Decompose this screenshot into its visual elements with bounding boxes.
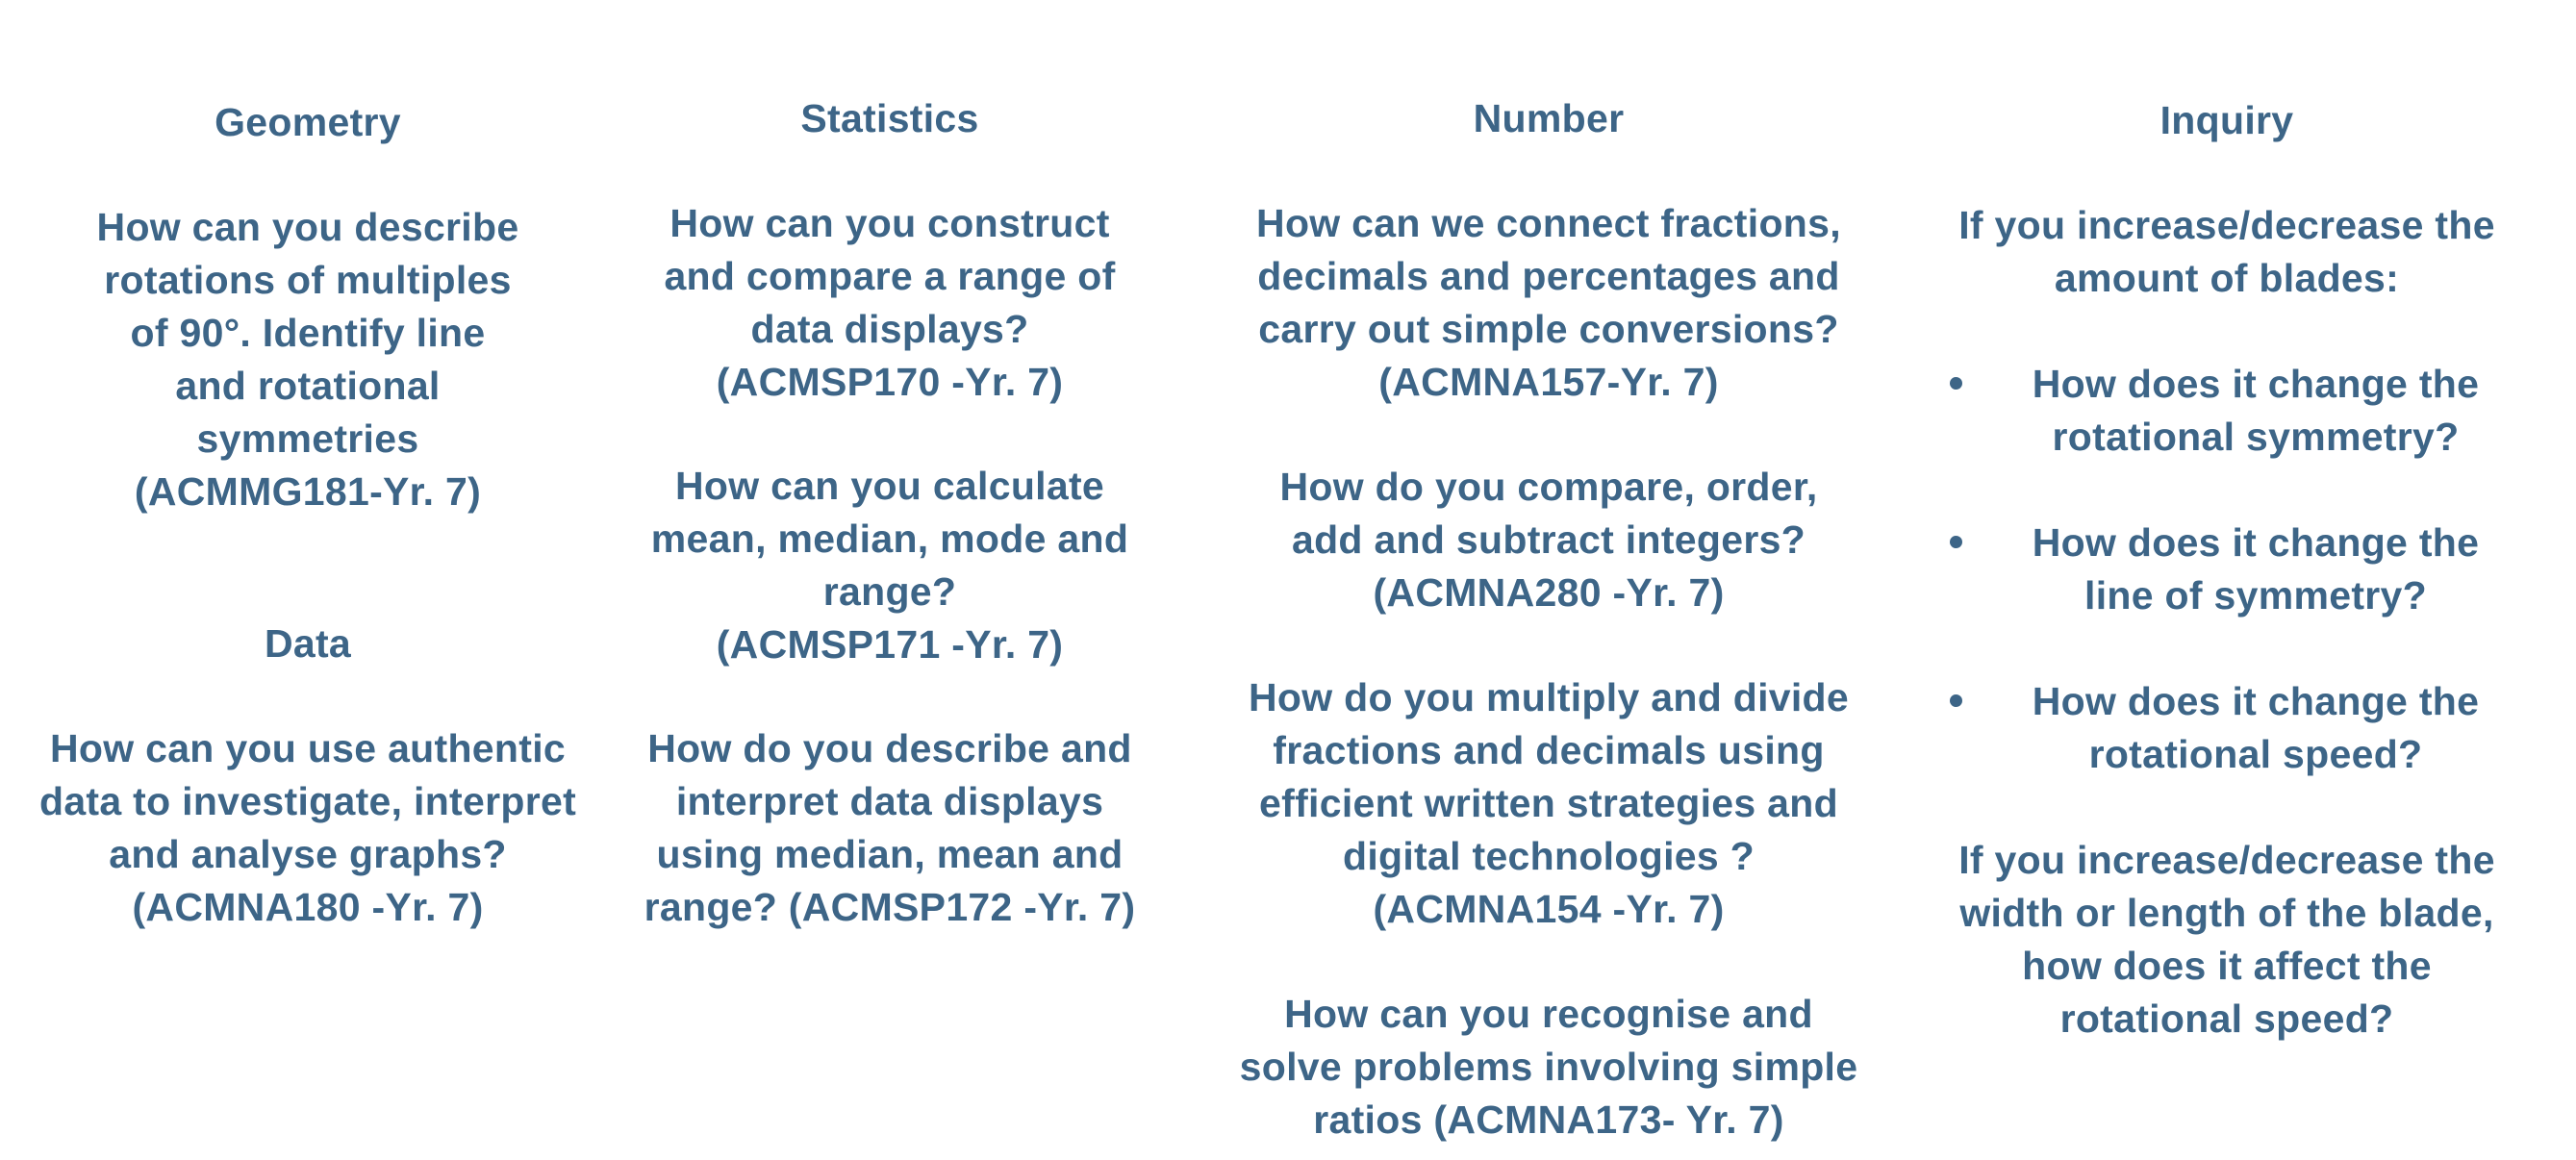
inquiry-closing (1919, 834, 2535, 1046)
number-question-3 (1222, 671, 1876, 936)
geometry-heading: Geometry (215, 100, 401, 144)
inquiry-line: If you increase/decrease the (1958, 203, 2495, 247)
inquiry-bullet-list (1919, 358, 2535, 781)
inquiry-line: If you increase/decrease the (1958, 838, 2495, 882)
geometry-line: of 90°. Identify line (130, 311, 486, 355)
number-line: (ACMNA157-Yr. 7) (1378, 360, 1719, 404)
statistics-line: (ACMSP170 -Yr. 7) (716, 360, 1064, 404)
data-column (19, 618, 596, 934)
statistics-heading: Statistics (800, 96, 979, 140)
geometry-line: (ACMMG181-Yr. 7) (134, 469, 482, 514)
statistics-question-3 (601, 722, 1178, 934)
number-line: efficient written strategies and (1259, 781, 1838, 825)
data-line: (ACMNA180 -Yr. 7) (132, 885, 484, 929)
number-line: How do you multiply and divide (1248, 675, 1850, 719)
data-line: How can you use authentic (49, 726, 567, 770)
inquiry-line: rotational speed? (2088, 732, 2423, 776)
statistics-line: (ACMSP171 -Yr. 7) (716, 622, 1064, 667)
number-line: fractions and decimals using (1273, 728, 1825, 772)
inquiry-line: How does it change the (2032, 520, 2480, 565)
statistics-line: range? (ACMSP172 -Yr. 7) (644, 885, 1136, 929)
statistics-question-2 (601, 460, 1178, 671)
inquiry-line: amount of blades: (2054, 256, 2400, 300)
statistics-line: How can you calculate (674, 464, 1105, 508)
number-question-1 (1222, 197, 1876, 409)
inquiry-heading: Inquiry (2159, 98, 2294, 142)
bullet-dot-icon (1950, 377, 1962, 390)
geometry-line: rotations of multiples (104, 258, 512, 302)
inquiry-line: rotational symmetry? (2052, 415, 2460, 459)
inquiry-line: width or length of the blade, (1959, 891, 2494, 935)
number-heading: Number (1473, 96, 1625, 140)
statistics-line: How do you describe and (647, 726, 1132, 770)
data-line: and analyse graphs? (109, 832, 507, 876)
inquiry-line: line of symmetry? (2084, 573, 2427, 618)
number-line: solve problems involving simple (1239, 1045, 1858, 1089)
number-line: How can we connect fractions, (1256, 201, 1841, 245)
inquiry-intro (1919, 199, 2535, 305)
geometry-column (19, 96, 596, 518)
geometry-line: symmetries (196, 416, 419, 461)
inquiry-line: How does it change the (2032, 679, 2480, 723)
statistics-line: interpret data displays (675, 779, 1104, 823)
inquiry-bullet-item (1977, 358, 2535, 464)
statistics-line: using median, mean and (656, 832, 1124, 876)
number-line: (ACMNA154 -Yr. 7) (1373, 887, 1725, 931)
number-line: How do you compare, order, (1279, 465, 1818, 509)
inquiry-line: how does it affect the (2022, 944, 2432, 988)
statistics-question-1 (601, 197, 1178, 409)
data-question (19, 722, 596, 934)
inquiry-line: How does it change the (2032, 362, 2480, 406)
statistics-line: data displays? (750, 307, 1029, 351)
number-column (1222, 92, 1876, 1147)
number-line: add and subtract integers? (1291, 517, 1806, 562)
inquiry-bullet-item (1977, 517, 2535, 622)
number-line: digital technologies ? (1342, 834, 1755, 878)
geometry-line: How can you describe (96, 205, 519, 249)
number-line: decimals and percentages and (1257, 254, 1840, 298)
number-line: carry out simple conversions? (1258, 307, 1839, 351)
number-line: (ACMNA280 -Yr. 7) (1373, 570, 1725, 615)
statistics-line: and compare a range of (664, 254, 1116, 298)
bullet-dot-icon (1950, 536, 1962, 548)
geometry-question (19, 201, 596, 518)
statistics-line: How can you construct (669, 201, 1110, 245)
data-heading: Data (264, 621, 352, 666)
statistics-line: range? (822, 569, 957, 614)
inquiry-bullet-item (1977, 675, 2535, 781)
inquiry-line: rotational speed? (2059, 996, 2394, 1041)
number-question-2 (1222, 461, 1876, 619)
number-question-4 (1222, 988, 1876, 1147)
geometry-line: and rotational (175, 364, 441, 408)
number-line: How can you recognise and (1284, 992, 1813, 1036)
bullet-dot-icon (1950, 694, 1962, 707)
statistics-line: mean, median, mode and (650, 517, 1129, 561)
number-line: ratios (ACMNA173- Yr. 7) (1313, 1097, 1784, 1142)
inquiry-column (1919, 94, 2535, 1046)
data-line: data to investigate, interpret (38, 779, 577, 823)
statistics-column (601, 92, 1178, 934)
